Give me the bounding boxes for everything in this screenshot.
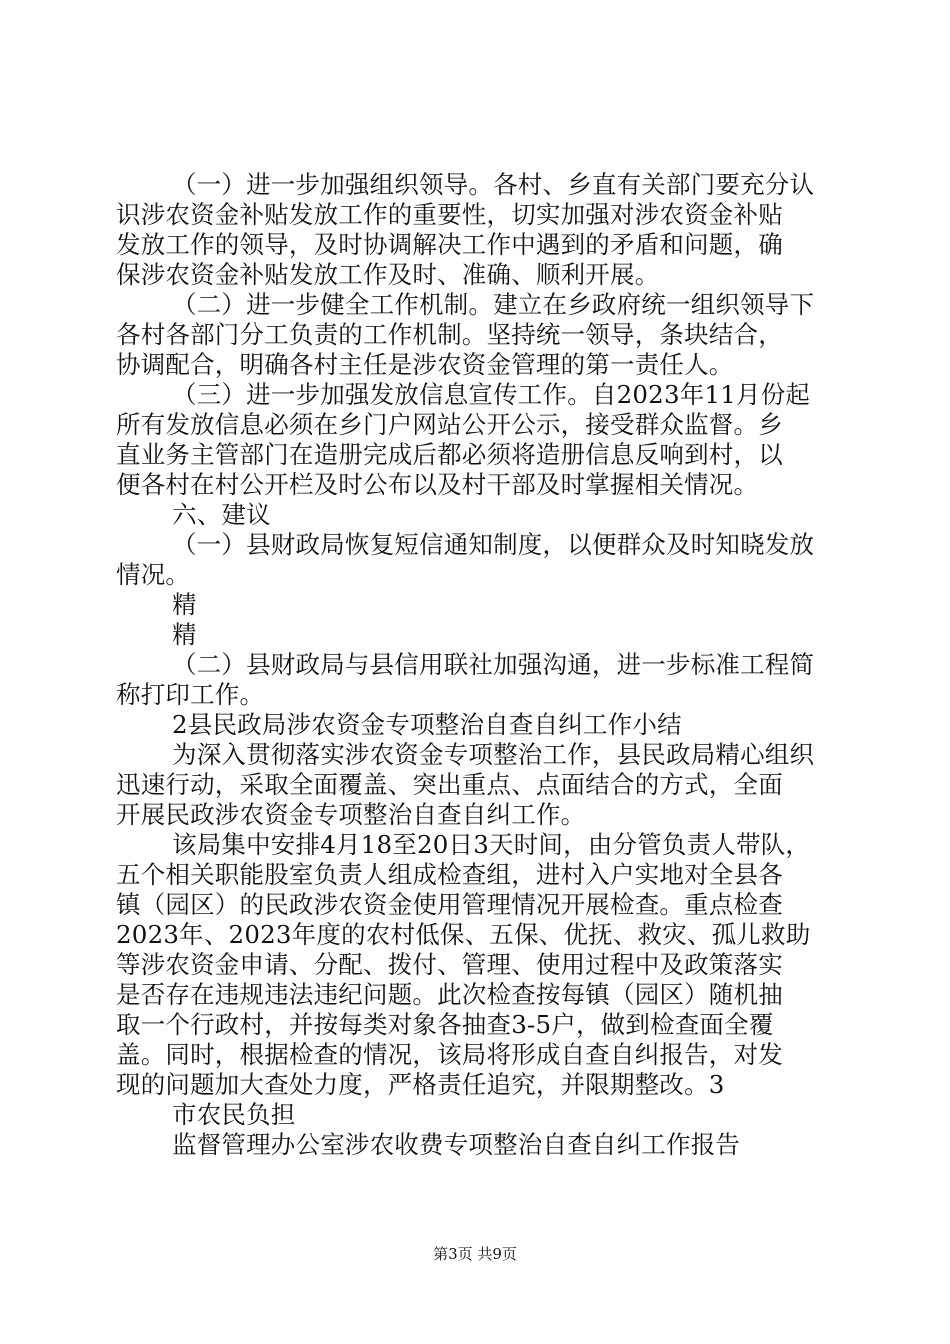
text-line: （二）进一步健全工作机制。建立在乡政府统一组织领导下 (172, 290, 815, 319)
text-line: 保涉农资金补贴发放工作及时、准确、顺利开展。 (116, 260, 660, 289)
text-line: 迅速行动，采取全面覆盖、突出重点、点面结合的方式，全面 (116, 770, 783, 799)
text-line: 各村各部门分工负责的工作机制。坚持统一领导，条块结合， (116, 320, 783, 349)
text-line: （二）县财政局与县信用联社加强沟通，进一步标准工程简 (172, 650, 815, 679)
text-line: 五个相关职能股室负责人组成检查组，进村入户实地对全县各 (116, 860, 783, 889)
section-title: 2县民政局涉农资金专项整治自查自纠工作小结 (172, 710, 682, 739)
text-line: 该局集中安排4月18至20日3天时间，由分管负责人带队， (172, 830, 811, 859)
text-line: 精 (172, 590, 197, 619)
text-line: （一）进一步加强组织领导。各村、乡直有关部门要充分认 (172, 170, 815, 199)
page-footer: 第3页 共9页 (433, 1245, 517, 1263)
text-line: 2023年、2023年度的农村低保、五保、优抚、救灾、孤儿救助 (116, 920, 811, 949)
text-line: 识涉农资金补贴发放工作的重要性，切实加强对涉农资金补贴 (116, 200, 783, 229)
text-line: 发放工作的领导，及时协调解决工作中遇到的矛盾和问题，确 (116, 230, 783, 259)
text-line: 取一个行政村，并按每类对象各抽查3-5户，做到检查面全覆 (116, 1010, 774, 1039)
text-line: 现的问题加大查处力度，严格责任追究，并限期整改。3 (116, 1070, 725, 1099)
text-line: 开展民政涉农资金专项整治自查自纠工作。 (116, 800, 586, 829)
text-line: 精 (172, 620, 197, 649)
text-line: 情况。 (116, 560, 191, 589)
text-line: 盖。同时，根据检查的情况，该局将形成自查自纠报告，对发 (116, 1040, 783, 1069)
text-line: 等涉农资金申请、分配、拨付、管理、使用过程中及政策落实 (116, 950, 783, 979)
text-line: 所有发放信息必须在乡门户网站公开公示，接受群众监督。乡 (116, 410, 783, 439)
text-line: 便各村在村公开栏及时公布以及村干部及时掌握相关情况。 (116, 470, 759, 499)
text-line: 市农民负担 (172, 1100, 296, 1129)
text-line: 为深入贯彻落实涉农资金专项整治工作，县民政局精心组织 (172, 740, 815, 769)
text-line: （三）进一步加强发放信息宣传工作。自2023年11月份起 (172, 380, 811, 409)
section-heading: 六、建议 (172, 500, 271, 529)
text-line: 协调配合，明确各村主任是涉农资金管理的第一责任人。 (116, 350, 734, 379)
text-line: 镇（园区）的民政涉农资金使用管理情况开展检查。重点检查 (116, 890, 783, 919)
text-line: 称打印工作。 (116, 680, 265, 709)
text-line: 直业务主管部门在造册完成后都必须将造册信息反响到村，以 (116, 440, 783, 469)
section-title: 监督管理办公室涉农收费专项整治自查自纠工作报告 (172, 1130, 741, 1159)
document-body (116, 170, 836, 1160)
text-line: 是否存在违规违法违纪问题。此次检查按每镇（园区）随机抽 (116, 980, 783, 1009)
text-line: （一）县财政局恢复短信通知制度，以便群众及时知晓发放 (172, 530, 815, 559)
